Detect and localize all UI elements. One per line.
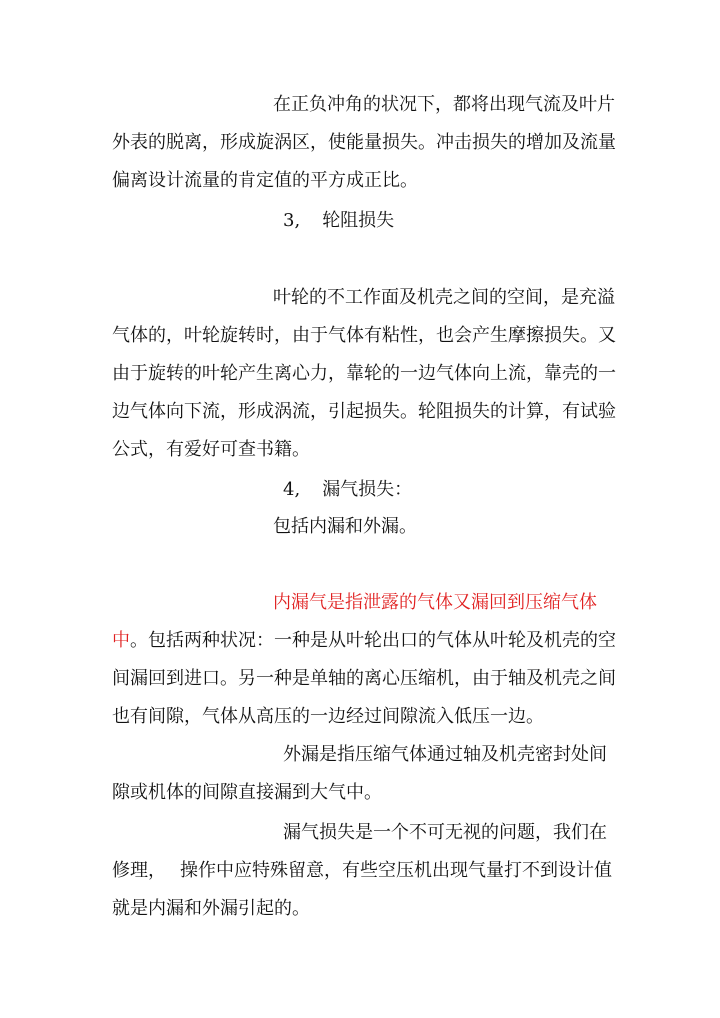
section-3-heading bbox=[283, 208, 394, 234]
paragraph-line: 气体的，叶轮旋转时，由于气体有粘性，也会产生摩擦损失。又 bbox=[112, 325, 616, 346]
paragraph-line: 包括内漏和外漏。 bbox=[273, 516, 417, 537]
paragraph-text: 操作中应特殊留意，有些空压机出现气量打不到设计值 bbox=[180, 860, 612, 881]
paragraph-line bbox=[112, 858, 612, 884]
section-title: 漏气损失： bbox=[322, 479, 413, 500]
paragraph-line: 由于旋转的叶轮产生离心力，靠轮的一边气体向上流，靠壳的一 bbox=[112, 363, 616, 384]
paragraph-line: 在正负冲角的状况下，都将出现气流及叶片 bbox=[273, 94, 615, 115]
paragraph-line: 隙或机体的间隙直接漏到大气中。 bbox=[112, 782, 382, 803]
paragraph-line bbox=[112, 628, 616, 654]
paragraph-line: 间漏回到进口。另一种是单轴的离心压缩机，由于轴及机壳之间 bbox=[112, 668, 616, 689]
paragraph-text: 修理， bbox=[112, 860, 166, 881]
paragraph-line: 边气体向下流，形成涡流，引起损失。轮阻损失的计算，有试验 bbox=[112, 401, 616, 422]
paragraph-line: 就是内漏和外漏引起的。 bbox=[112, 898, 310, 919]
section-number: 4, bbox=[283, 479, 301, 500]
section-title: 轮阻损失 bbox=[322, 210, 395, 231]
paragraph-line: 外表的脱离，形成旋涡区，使能量损失。冲击损失的增加及流量 bbox=[112, 132, 616, 153]
section-number: 3, bbox=[283, 210, 301, 231]
highlight-text: 中 bbox=[112, 630, 130, 651]
paragraph-line: 外漏是指压缩气体通过轴及机壳密封处间 bbox=[283, 744, 607, 765]
highlight-line: 内漏气是指泄露的气体又漏回到压缩气体 bbox=[273, 592, 597, 613]
paragraph-line: 叶轮的不工作面及机壳之间的空间，是充溢 bbox=[273, 287, 615, 308]
paragraph-line: 公式，有爱好可查书籍。 bbox=[112, 439, 310, 460]
paragraph-line: 也有间隙，气体从高压的一边经过间隙流入低压一边。 bbox=[112, 706, 544, 727]
paragraph-line: 偏离设计流量的肯定值的平方成正比。 bbox=[112, 170, 418, 191]
section-4-heading bbox=[283, 477, 412, 503]
paragraph-line: 漏气损失是一个不可无视的问题，我们在 bbox=[283, 822, 607, 843]
paragraph-text: 。包括两种状况：一种是从叶轮出口的气体从叶轮及机壳的空 bbox=[130, 630, 616, 651]
